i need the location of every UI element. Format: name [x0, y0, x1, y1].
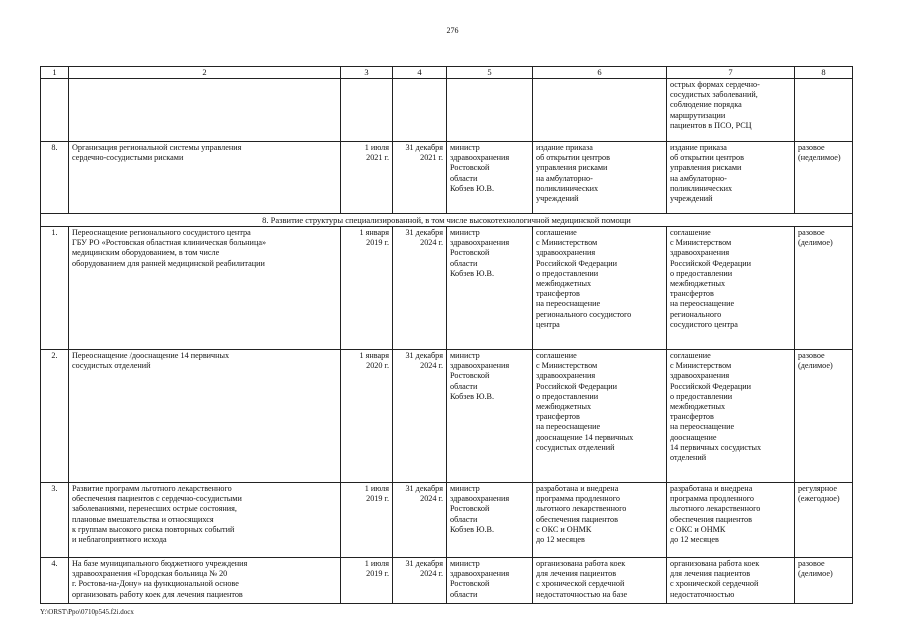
cell-line: 31 декабря: [405, 484, 443, 493]
header-cell: 4: [393, 67, 447, 79]
cell-line: недостаточностью: [670, 589, 735, 599]
cell-line: Организация региональной системы управления: [72, 143, 242, 152]
cell-line: межбюджетных: [670, 279, 726, 289]
row-number: 2.: [41, 350, 69, 483]
cell-line: разовое: [798, 228, 825, 237]
cell-line: Кобзев Ю.В.: [450, 524, 495, 534]
cell-line: и неблагоприятного исхода: [72, 535, 167, 545]
cell-line: области: [450, 514, 478, 524]
cell-line: разовое: [798, 351, 825, 360]
cell-line: г. Ростова-на-Дону» на функциональной основе: [72, 579, 239, 589]
cell-line: об открытии центров: [536, 153, 610, 163]
start-date-cell: [341, 558, 393, 604]
cell-line: области: [450, 589, 478, 599]
cell-line: регулярное: [798, 484, 837, 493]
cell-line: организована работа коек: [536, 559, 626, 568]
cell-line: с хронической сердечной: [536, 579, 625, 589]
measure-cell: [69, 350, 341, 483]
row-number: 3.: [41, 483, 69, 558]
result-cell: [533, 227, 667, 350]
cell-line: 2019 г.: [366, 238, 389, 248]
cell-line: здравоохранения: [450, 238, 510, 248]
cell-line: Кобзев Ю.В.: [450, 391, 495, 401]
cell-line: сосудистого центра: [670, 319, 738, 329]
header-cell: 3: [341, 67, 393, 79]
cell-line: Ростовской: [450, 248, 490, 258]
cell-line: Ростовской: [450, 163, 490, 173]
cell-line: 2021 г.: [420, 153, 443, 163]
section-heading: 8. Развитие структуры специализированной, в том числе высокотехнологичной медицинской помощи: [41, 214, 853, 227]
responsible-cell: [447, 350, 533, 483]
type-cell: [795, 483, 853, 558]
cell-line: сосудистых отделений: [536, 442, 615, 452]
cell-line: 1 июля: [364, 484, 389, 493]
cell-line: на амбулаторно-: [536, 173, 593, 183]
start-date-cell: [341, 350, 393, 483]
type-cell: [795, 227, 853, 350]
table-row: [41, 142, 853, 214]
cell-line: Российской Федерации: [536, 258, 618, 268]
cell-line: министр: [450, 143, 480, 152]
cell-line: Российской Федерации: [670, 381, 752, 391]
cell-line: 2024 г.: [420, 494, 443, 504]
cell-line: (делимое): [798, 238, 833, 248]
measure-cell: [69, 227, 341, 350]
cell-line: министр: [450, 559, 480, 568]
cell-line: трансфертов: [670, 412, 714, 422]
cell-line: издание приказа: [536, 143, 593, 152]
start-date-cell: [341, 142, 393, 214]
header-cell: 6: [533, 67, 667, 79]
cell-line: соблюдение порядка: [670, 100, 742, 110]
cell-line: 14 первичных сосудистых: [670, 442, 762, 452]
cell-line: (делимое): [798, 361, 833, 371]
cell-line: 1 июля: [364, 143, 389, 152]
cell-line: трансфертов: [536, 289, 580, 299]
cell-line: (неделимое): [798, 153, 841, 163]
cell-line: программа продленного: [536, 494, 620, 504]
cell-line: пациентов в ПСО, РСЦ: [670, 120, 752, 130]
cell-line: ГБУ РО «Ростовская областная клиническая больница»: [72, 238, 267, 248]
cell-line: здравоохранения: [450, 361, 510, 371]
table-row: [41, 350, 853, 483]
cell-line: сосудистых заболеваний,: [670, 90, 758, 100]
section-row: [41, 214, 853, 227]
cell-line: с ОКС и ОНМК: [670, 524, 726, 534]
table-row: [41, 79, 853, 142]
cell-line: учреждений: [536, 194, 579, 204]
row-number: 1.: [41, 227, 69, 350]
cell-line: межбюджетных: [536, 402, 592, 412]
cell-line: (делимое): [798, 569, 833, 579]
cell-line: организовать работу коек для лечения пациентов: [72, 589, 243, 599]
cell-line: 2019 г.: [366, 494, 389, 504]
cell-line: здравоохранения: [450, 153, 510, 163]
cell-line: регионального: [670, 309, 722, 319]
cell-line: для лечения пациентов: [536, 569, 617, 579]
cell-line: с Министерством: [536, 238, 598, 248]
cell-line: маршрутизации: [670, 110, 726, 120]
plan-table: [40, 66, 853, 604]
cell-line: обеспечения пациентов с сердечно-сосудистыми: [72, 494, 242, 504]
result-cell: [533, 558, 667, 604]
cell-line: Российской Федерации: [670, 258, 752, 268]
cell-line: 1 января: [359, 228, 389, 237]
cell-line: Развитие программ льготного лекарственного: [72, 484, 232, 493]
cell-line: регионального сосудистого: [536, 309, 632, 319]
cell-line: На базе муниципального бюджетного учреждения: [72, 559, 248, 568]
cell-line: министр: [450, 228, 480, 237]
measure-cell: [69, 142, 341, 214]
cell-line: льготного лекарственного: [670, 504, 761, 514]
responsible-cell: [447, 558, 533, 604]
responsible-cell: [447, 227, 533, 350]
cell-line: на переоснащение: [670, 299, 735, 309]
row-number: 8.: [41, 142, 69, 214]
cell-line: обеспечения пациентов: [670, 514, 752, 524]
cell-line: льготного лекарственного: [536, 504, 627, 514]
cell-line: с Министерством: [536, 361, 598, 371]
cell-line: министр: [450, 351, 480, 360]
cell-line: здравоохранения: [670, 248, 730, 258]
cell-line: 31 декабря: [405, 143, 443, 152]
table-row: [41, 227, 853, 350]
cell-line: министр: [450, 484, 480, 493]
cell-line: Ростовской: [450, 579, 490, 589]
cell-line: 31 декабря: [405, 559, 443, 568]
cell-line: разовое: [798, 143, 825, 152]
cell-line: Переоснащение /дооснащение 14 первичных: [72, 351, 230, 360]
result-cell: [533, 142, 667, 214]
cell-line: до 12 месяцев: [670, 535, 719, 545]
cell-line: о предоставлении: [536, 391, 599, 401]
end-date-cell: [393, 483, 447, 558]
cell-line: области: [450, 381, 478, 391]
cell-line: центра: [536, 319, 560, 329]
cell-line: плановые вмешательства и относящихся: [72, 514, 214, 524]
cell-line: на переоснащение: [536, 299, 601, 309]
indicator-cell: [667, 227, 795, 350]
cell-line: с ОКС и ОНМК: [536, 524, 592, 534]
indicator-cell: [667, 483, 795, 558]
cell-line: острых формах сердечно-: [670, 80, 760, 89]
row-number: 4.: [41, 558, 69, 604]
cell-line: к группам высокого риска повторных событий: [72, 524, 235, 534]
end-date-cell: [393, 227, 447, 350]
cell-line: с хронической сердечной: [670, 579, 759, 589]
file-path-footer: Y:\ORST\Ppo\0710p545.f2i.docx: [40, 608, 134, 616]
end-date-cell: [393, 142, 447, 214]
cell-line: соглашение: [536, 228, 577, 237]
cell-line: на переоснащение: [536, 422, 601, 432]
cell-line: о предоставлении: [536, 268, 599, 278]
cell-line: здравоохранения: [450, 569, 510, 579]
cell-line: соглашение: [670, 228, 711, 237]
cell-line: 1 января: [359, 351, 389, 360]
cell-line: недостаточностью на базе: [536, 589, 628, 599]
cell-line: Переоснащение регионального сосудистого центра: [72, 228, 251, 237]
indicator-cell: [667, 350, 795, 483]
cell-line: заболеваниями, перенесших острые состояния,: [72, 504, 237, 514]
cell-line: с Министерством: [670, 238, 732, 248]
type-cell: [795, 350, 853, 483]
start-date-cell: [341, 227, 393, 350]
cell-line: о предоставлении: [670, 268, 733, 278]
cell-line: (ежегодное): [798, 494, 840, 504]
header-row: [41, 67, 853, 79]
cell-line: поликлинических: [536, 183, 599, 193]
cell-line: с Министерством: [670, 361, 732, 371]
cell-line: 2024 г.: [420, 238, 443, 248]
header-cell: 1: [41, 67, 69, 79]
end-date-cell: [393, 558, 447, 604]
result-cell: [533, 350, 667, 483]
cell-line: области: [450, 173, 478, 183]
cell-line: Кобзев Ю.В.: [450, 183, 495, 193]
cell-line: трансфертов: [670, 289, 714, 299]
cell-line: издание приказа: [670, 143, 727, 152]
cell-line: межбюджетных: [536, 279, 592, 289]
cell-line: управления рисками: [536, 163, 608, 173]
cell-line: 31 декабря: [405, 228, 443, 237]
table-row: [41, 483, 853, 558]
cell-line: Российской Федерации: [536, 381, 618, 391]
header-cell: 8: [795, 67, 853, 79]
page-number: 276: [446, 26, 459, 35]
indicator-cell: [667, 142, 795, 214]
cell-line: Ростовской: [450, 371, 490, 381]
measure-cell: [69, 558, 341, 604]
cell-line: об открытии центров: [670, 153, 744, 163]
cell-line: 31 декабря: [405, 351, 443, 360]
type-cell: [795, 142, 853, 214]
result-cell: [667, 79, 795, 142]
responsible-cell: [447, 142, 533, 214]
cell-line: о предоставлении: [670, 391, 733, 401]
cell-line: соглашение: [536, 351, 577, 360]
result-cell: [533, 483, 667, 558]
cell-line: до 12 месяцев: [536, 535, 585, 545]
end-date-cell: [393, 350, 447, 483]
cell-line: здравоохранения: [450, 494, 510, 504]
header-cell: 5: [447, 67, 533, 79]
cell-line: 2019 г.: [366, 569, 389, 579]
cell-line: дооснащение: [670, 432, 717, 442]
cell-line: 2024 г.: [420, 569, 443, 579]
start-date-cell: [341, 483, 393, 558]
cell-line: обеспечения пациентов: [536, 514, 618, 524]
type-cell: [795, 558, 853, 604]
cell-line: трансфертов: [536, 412, 580, 422]
cell-line: здравоохранения «Городская больница № 20: [72, 569, 228, 579]
cell-line: разработана и внедрена: [536, 484, 619, 493]
cell-line: области: [450, 258, 478, 268]
responsible-cell: [447, 483, 533, 558]
cell-line: управления рисками: [670, 163, 742, 173]
table-row: [41, 558, 853, 604]
cell-line: оборудованием для ранней медицинской реабилитации: [72, 258, 265, 268]
cell-line: дооснащение 14 первичных: [536, 432, 634, 442]
cell-line: 1 июля: [364, 559, 389, 568]
cell-line: здравоохранения: [536, 248, 596, 258]
indicator-cell: [667, 558, 795, 604]
cell-line: медицинским оборудованием, в том числе: [72, 248, 220, 258]
cell-line: 2020 г.: [366, 361, 389, 371]
header-cell: 7: [667, 67, 795, 79]
cell-line: учреждений: [670, 194, 713, 204]
cell-line: Ростовской: [450, 504, 490, 514]
cell-line: поликлинических: [670, 183, 733, 193]
cell-line: сосудистых отделений: [72, 361, 151, 371]
cell-line: 2021 г.: [366, 153, 389, 163]
cell-line: межбюджетных: [670, 402, 726, 412]
cell-line: организована работа коек: [670, 559, 760, 568]
header-cell: 2: [69, 67, 341, 79]
cell-line: сердечно-сосудистыми рисками: [72, 153, 184, 163]
cell-line: соглашение: [670, 351, 711, 360]
cell-line: на переоснащение: [670, 422, 735, 432]
measure-cell: [69, 483, 341, 558]
cell-line: здравоохранения: [670, 371, 730, 381]
cell-line: 2024 г.: [420, 361, 443, 371]
cell-line: здравоохранения: [536, 371, 596, 381]
cell-line: на амбулаторно-: [670, 173, 727, 183]
cell-line: программа продленного: [670, 494, 754, 504]
cell-line: Кобзев Ю.В.: [450, 268, 495, 278]
cell-line: отделений: [670, 453, 707, 463]
cell-line: для лечения пациентов: [670, 569, 751, 579]
cell-line: разработана и внедрена: [670, 484, 753, 493]
cell-line: разовое: [798, 559, 825, 568]
